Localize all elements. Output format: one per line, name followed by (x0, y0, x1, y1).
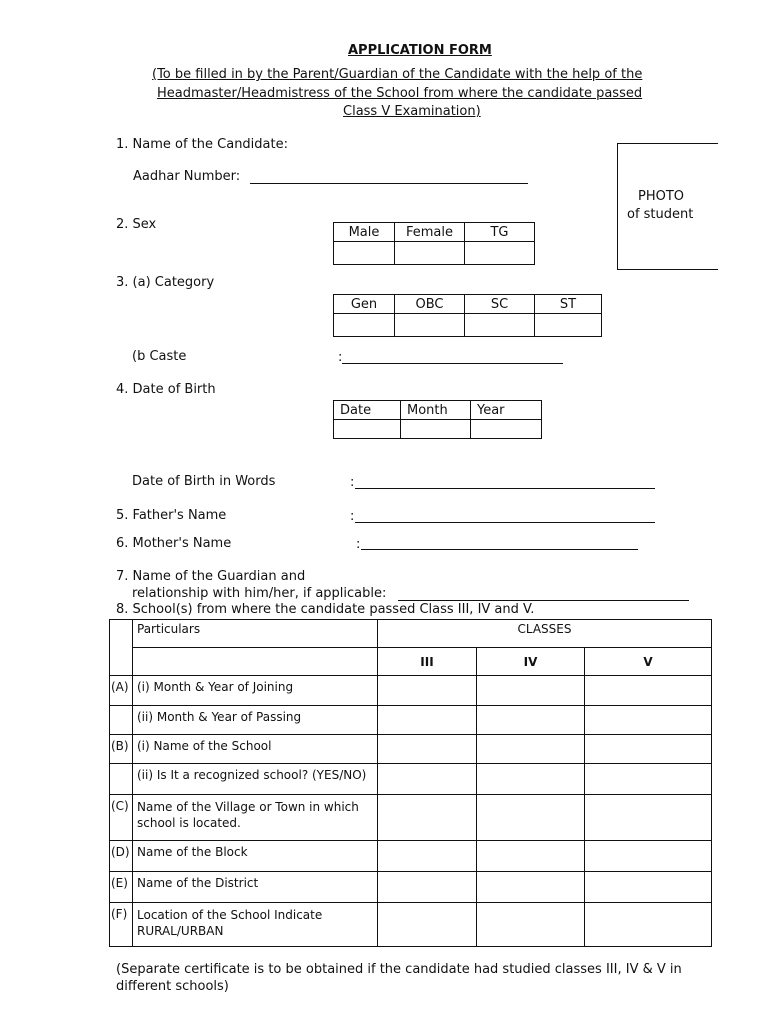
recognized-iv-cell[interactable] (477, 764, 585, 795)
dob-part-year: Year (471, 401, 542, 420)
category-check-gen[interactable] (334, 314, 395, 337)
category-check-st[interactable] (535, 314, 602, 337)
school-name-v-cell[interactable] (585, 735, 712, 764)
class-v-header: V (585, 648, 712, 676)
row-label-block: Name of the Block (133, 841, 378, 872)
classes-header: CLASSES (378, 620, 712, 648)
category-check-sc[interactable] (465, 314, 535, 337)
row-key-b: (B) (110, 735, 133, 764)
category-check-obc[interactable] (395, 314, 465, 337)
mother-name-colon: : (356, 537, 361, 552)
row-label-village: Name of the Village or Town in which school is located. (133, 795, 378, 841)
form-title: APPLICATION FORM (348, 43, 492, 58)
dob-words-input-line[interactable] (355, 488, 655, 489)
sex-check-tg[interactable] (465, 242, 535, 265)
school-name-iii-cell[interactable] (378, 735, 477, 764)
row-label-location: Location of the School Indicate RURAL/URBAN (133, 903, 378, 947)
particulars-header: Particulars (133, 620, 378, 648)
passing-iii-cell[interactable] (378, 706, 477, 735)
sex-option-tg: TG (465, 223, 535, 242)
row-key-a: (A) (110, 676, 133, 706)
candidate-name-label: 1. Name of the Candidate: (116, 137, 288, 152)
dob-label: 4. Date of Birth (116, 382, 216, 397)
row-label-district: Name of the District (133, 872, 378, 903)
category-option-st: ST (535, 295, 602, 314)
father-name-input-line[interactable] (355, 522, 655, 523)
dob-table (333, 400, 542, 439)
footer-note-line1: (Separate certificate is to be obtained if the candidate had studied classes III, IV & V in (116, 962, 682, 977)
sex-option-female: Female (395, 223, 465, 242)
particulars-subheader (133, 648, 378, 676)
sex-check-male[interactable] (334, 242, 395, 265)
footer-note-line2: different schools) (116, 979, 229, 994)
block-iv-cell[interactable] (477, 841, 585, 872)
dob-words-colon: : (350, 475, 355, 490)
block-v-cell[interactable] (585, 841, 712, 872)
village-iv-cell[interactable] (477, 795, 585, 841)
guardian-label-line2: relationship with him/her, if applicable: (132, 586, 387, 601)
schools-table (109, 619, 712, 947)
dob-part-month: Month (401, 401, 471, 420)
sex-check-female[interactable] (395, 242, 465, 265)
aadhar-input-line[interactable] (250, 183, 528, 184)
category-option-gen: Gen (334, 295, 395, 314)
passing-v-cell[interactable] (585, 706, 712, 735)
village-v-cell[interactable] (585, 795, 712, 841)
guardian-input-line[interactable] (398, 600, 689, 601)
category-option-sc: SC (465, 295, 535, 314)
schools-label: 8. School(s) from where the candidate passed Class III, IV and V. (116, 602, 535, 617)
passing-iv-cell[interactable] (477, 706, 585, 735)
recognized-v-cell[interactable] (585, 764, 712, 795)
form-subtitle-line2: Headmaster/Headmistress of the School from where the candidate passed (157, 86, 643, 101)
joining-iv-cell[interactable] (477, 676, 585, 706)
category-table (333, 294, 602, 337)
school-name-iv-cell[interactable] (477, 735, 585, 764)
form-subtitle-line3: Class V Examination) (343, 104, 481, 119)
dob-part-date: Date (334, 401, 401, 420)
row-key-header (110, 620, 133, 676)
class-iii-header: III (378, 648, 477, 676)
caste-input-line[interactable] (342, 363, 563, 364)
location-v-cell[interactable] (585, 903, 712, 947)
class-iv-header: IV (477, 648, 585, 676)
category-label: 3. (a) Category (116, 275, 215, 290)
sex-table (333, 222, 535, 265)
recognized-iii-cell[interactable] (378, 764, 477, 795)
row-key-c: (C) (110, 795, 133, 841)
block-iii-cell[interactable] (378, 841, 477, 872)
location-iii-cell[interactable] (378, 903, 477, 947)
photo-label: PHOTO (638, 189, 685, 204)
photo-sublabel: of student (627, 207, 694, 222)
caste-colon: : (338, 350, 343, 365)
mother-name-input-line[interactable] (361, 549, 638, 550)
joining-iii-cell[interactable] (378, 676, 477, 706)
district-iv-cell[interactable] (477, 872, 585, 903)
caste-label: (b Caste (132, 349, 187, 364)
father-name-colon: : (350, 509, 355, 524)
row-key-empty (110, 764, 133, 795)
sex-option-male: Male (334, 223, 395, 242)
district-iii-cell[interactable] (378, 872, 477, 903)
row-key-d: (D) (110, 841, 133, 872)
row-key-f: (F) (110, 903, 133, 947)
category-option-obc: OBC (395, 295, 465, 314)
dob-input-date[interactable] (334, 420, 401, 439)
row-key-e: (E) (110, 872, 133, 903)
guardian-label-line1: 7. Name of the Guardian and (116, 569, 306, 584)
row-key-empty (110, 706, 133, 735)
row-label-school-name: (i) Name of the School (133, 735, 378, 764)
dob-input-month[interactable] (401, 420, 471, 439)
form-subtitle-line1: (To be filled in by the Parent/Guardian of the Candidate with the help of the (152, 67, 643, 82)
row-label-recognized: (ii) Is It a recognized school? (YES/NO) (133, 764, 378, 795)
district-v-cell[interactable] (585, 872, 712, 903)
village-iii-cell[interactable] (378, 795, 477, 841)
aadhar-label: Aadhar Number: (133, 169, 241, 184)
dob-input-year[interactable] (471, 420, 542, 439)
location-iv-cell[interactable] (477, 903, 585, 947)
joining-v-cell[interactable] (585, 676, 712, 706)
row-label-passing: (ii) Month & Year of Passing (133, 706, 378, 735)
dob-words-label: Date of Birth in Words (132, 474, 276, 489)
father-name-label: 5. Father's Name (116, 508, 227, 523)
row-label-joining: (i) Month & Year of Joining (133, 676, 378, 706)
mother-name-label: 6. Mother's Name (116, 536, 232, 551)
sex-label: 2. Sex (116, 217, 157, 232)
